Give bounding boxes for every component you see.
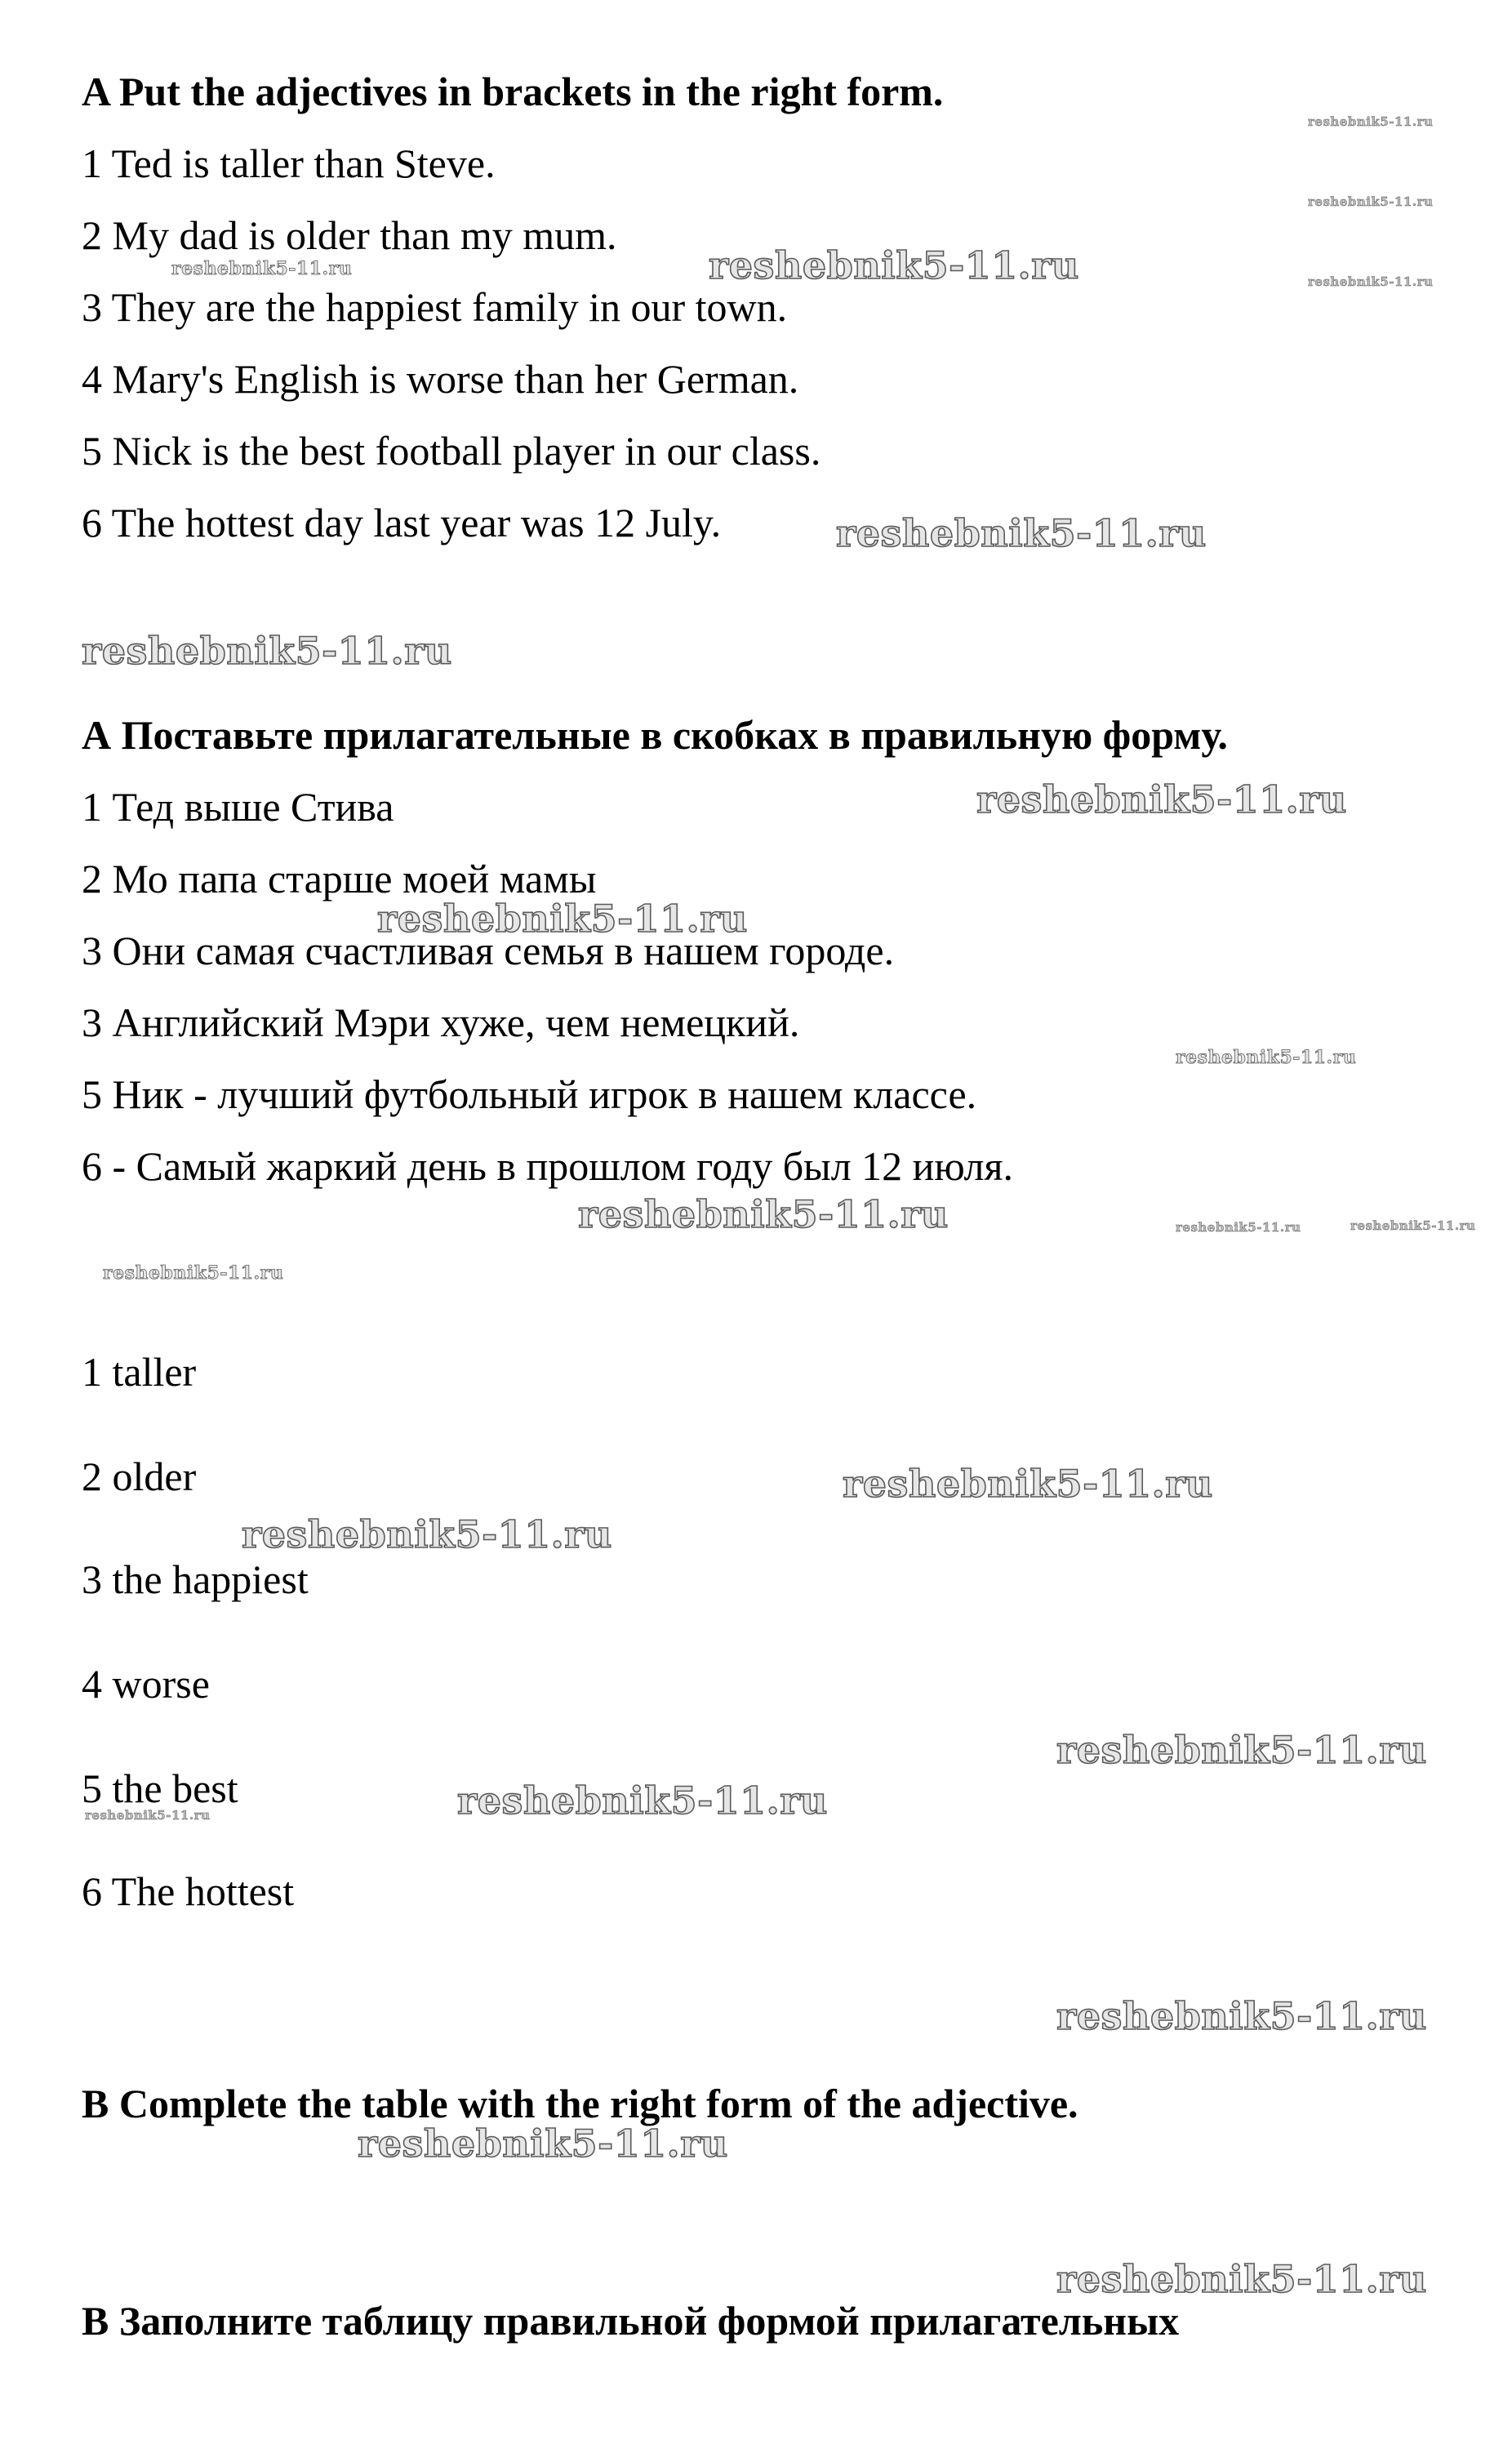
- watermark: reshebnik5-11.ru: [1176, 1220, 1301, 1235]
- answer-4: 4 worse: [82, 1661, 210, 1707]
- sentence-en-6: 6 The hottest day last year was 12 July.: [82, 500, 722, 545]
- heading-a-ru: А Поставьте прилагательные в скобках в правильную форму.: [82, 712, 1228, 758]
- watermark: reshebnik5-11.ru: [1056, 2257, 1427, 2301]
- watermark: reshebnik5-11.ru: [1176, 1047, 1357, 1068]
- watermark: reshebnik5-11.ru: [377, 897, 748, 941]
- sentence-ru-2: 2 Мо папа старше моей мамы: [82, 856, 597, 902]
- sentence-en-1: 1 Ted is taller than Steve.: [82, 140, 496, 186]
- answer-2: 2 older: [82, 1454, 197, 1499]
- heading-b-ru: В Заполните таблицу правильной формой прилагательных: [82, 2298, 1180, 2344]
- sentence-ru-1: 1 Тед выше Стива: [82, 784, 394, 830]
- heading-b-en: B Complete the table with the right form of the adjective.: [82, 2081, 1078, 2126]
- watermark: reshebnik5-11.ru: [578, 1192, 949, 1236]
- watermark: reshebnik5-11.ru: [836, 511, 1207, 555]
- heading-a-en: A Put the adjectives in brackets in the right form.: [82, 69, 944, 114]
- watermark: reshebnik5-11.ru: [1350, 1218, 1476, 1233]
- sentence-en-2: 2 My dad is older than my mum.: [82, 212, 617, 258]
- sentence-ru-4: 3 Английский Мэри хуже, чем немецкий.: [82, 999, 800, 1045]
- watermark: reshebnik5-11.ru: [976, 777, 1347, 821]
- sentence-ru-5: 5 Ник - лучший футбольный игрок в нашем классе.: [82, 1071, 977, 1117]
- watermark: reshebnik5-11.ru: [1308, 194, 1434, 209]
- watermark: reshebnik5-11.ru: [457, 1779, 828, 1823]
- sentence-ru-3: 3 Они самая счастливая семья в нашем городе.: [82, 928, 895, 973]
- watermark: reshebnik5-11.ru: [1308, 274, 1434, 289]
- sentence-en-3: 3 They are the happiest family in our town.: [82, 284, 788, 330]
- watermark: reshebnik5-11.ru: [103, 1262, 284, 1284]
- watermark: reshebnik5-11.ru: [709, 243, 1079, 287]
- answer-3: 3 the happiest: [82, 1556, 309, 1602]
- watermark: reshebnik5-11.ru: [1056, 1994, 1427, 2038]
- watermark: reshebnik5-11.ru: [1056, 1728, 1427, 1772]
- watermark: reshebnik5-11.ru: [358, 2121, 728, 2166]
- watermark: reshebnik5-11.ru: [82, 629, 452, 673]
- answer-1: 1 taller: [82, 1349, 197, 1395]
- sentence-en-5: 5 Nick is the best football player in our class.: [82, 428, 821, 474]
- watermark: reshebnik5-11.ru: [85, 1808, 211, 1823]
- watermark: reshebnik5-11.ru: [171, 258, 353, 279]
- watermark: reshebnik5-11.ru: [1308, 114, 1434, 129]
- sentence-ru-6: 6 - Самый жаркий день в прошлом году был 12 июля.: [82, 1143, 1013, 1189]
- watermark: reshebnik5-11.ru: [242, 1512, 612, 1556]
- answer-6: 6 The hottest: [82, 1868, 295, 1914]
- sentence-en-4: 4 Mary's English is worse than her German.: [82, 356, 799, 402]
- watermark: reshebnik5-11.ru: [843, 1462, 1213, 1506]
- answer-5: 5 the best: [82, 1765, 238, 1811]
